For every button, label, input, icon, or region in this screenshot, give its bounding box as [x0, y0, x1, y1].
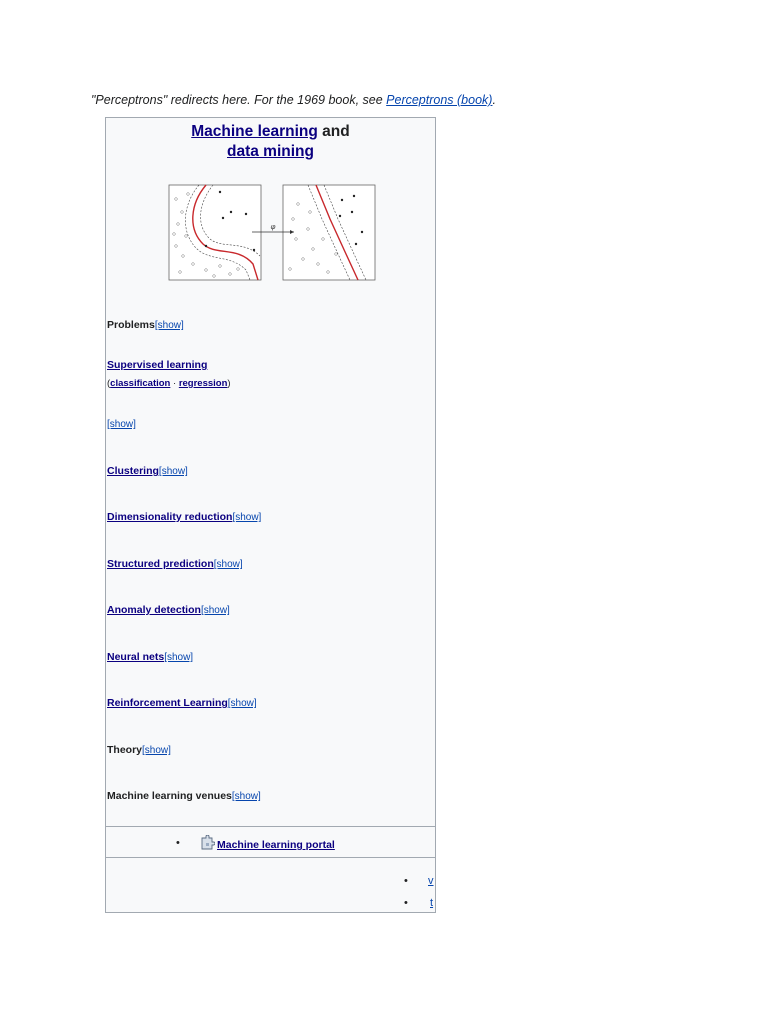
hatnote-suffix: . — [492, 93, 496, 107]
separator: · — [170, 378, 179, 389]
neural-nets-link[interactable]: Neural nets — [107, 651, 165, 663]
dimensionality-reduction-link[interactable]: Dimensionality reduction — [107, 511, 233, 523]
section-neural-nets[interactable] — [107, 651, 193, 663]
phi-label: φ — [270, 223, 276, 231]
infobox-title — [106, 122, 435, 162]
paren-close: ) — [227, 378, 231, 389]
portal-puzzle-icon — [199, 835, 215, 851]
infobox — [105, 117, 436, 913]
section-supervised-show[interactable] — [107, 418, 136, 430]
show-toggle[interactable]: [show] — [164, 652, 194, 663]
section-label: Machine learning venues — [107, 790, 232, 802]
section-theory[interactable] — [107, 744, 171, 756]
show-toggle[interactable]: [show] — [154, 320, 184, 331]
section-reinforcement-learning[interactable] — [107, 697, 257, 709]
data-mining-link[interactable]: data mining — [227, 143, 314, 160]
show-toggle[interactable]: [show] — [227, 698, 257, 709]
show-toggle[interactable]: [show] — [142, 745, 171, 756]
show-toggle[interactable]: [show] — [231, 791, 261, 802]
section-ml-venues[interactable] — [107, 790, 261, 802]
supervised-sub-links — [107, 378, 231, 389]
view-template-link[interactable]: v — [428, 875, 434, 887]
talk-template-link[interactable]: t — [430, 897, 434, 909]
structured-prediction-link[interactable]: Structured prediction — [107, 558, 214, 570]
show-toggle[interactable]: [show] — [213, 559, 243, 570]
section-label: Theory — [107, 744, 143, 756]
section-structured-prediction[interactable] — [107, 558, 243, 570]
show-toggle[interactable]: [show] — [200, 605, 230, 616]
reinforcement-learning-link[interactable]: Reinforcement Learning — [107, 697, 228, 709]
section-anomaly-detection[interactable] — [107, 604, 230, 616]
divider — [106, 826, 435, 827]
section-supervised[interactable] — [107, 359, 207, 371]
supervised-learning-link[interactable]: Supervised learning — [107, 359, 208, 371]
section-problems[interactable] — [107, 319, 184, 331]
kernel-trick-diagram[interactable] — [168, 184, 376, 282]
perceptrons-book-link[interactable]: Perceptrons (book) — [386, 93, 493, 107]
anomaly-detection-link[interactable]: Anomaly detection — [107, 604, 201, 616]
hatnote — [91, 93, 496, 107]
paren-open: ( — [107, 378, 111, 389]
machine-learning-portal-link[interactable]: Machine learning portal — [217, 839, 335, 851]
section-label: Problems — [107, 319, 155, 331]
bullet: • — [176, 837, 180, 849]
section-dimensionality-reduction[interactable] — [107, 511, 261, 523]
classification-link[interactable]: classification — [110, 378, 171, 389]
clustering-link[interactable]: Clustering — [107, 465, 159, 477]
bullet: • — [404, 875, 408, 887]
show-toggle[interactable]: [show] — [232, 512, 262, 523]
section-clustering[interactable] — [107, 465, 188, 477]
show-toggle[interactable]: [show] — [158, 466, 188, 477]
machine-learning-link[interactable]: Machine learning — [191, 123, 318, 140]
show-toggle[interactable]: [show] — [107, 419, 136, 430]
bullet: • — [404, 897, 408, 909]
navbox-view-item — [404, 875, 434, 887]
regression-link[interactable]: regression — [178, 378, 228, 389]
divider — [106, 857, 435, 858]
title-and: and — [317, 123, 350, 140]
navbox-talk-item — [404, 897, 434, 909]
hatnote-text: "Perceptrons" redirects here. For the 1969 book, see — [91, 93, 387, 107]
